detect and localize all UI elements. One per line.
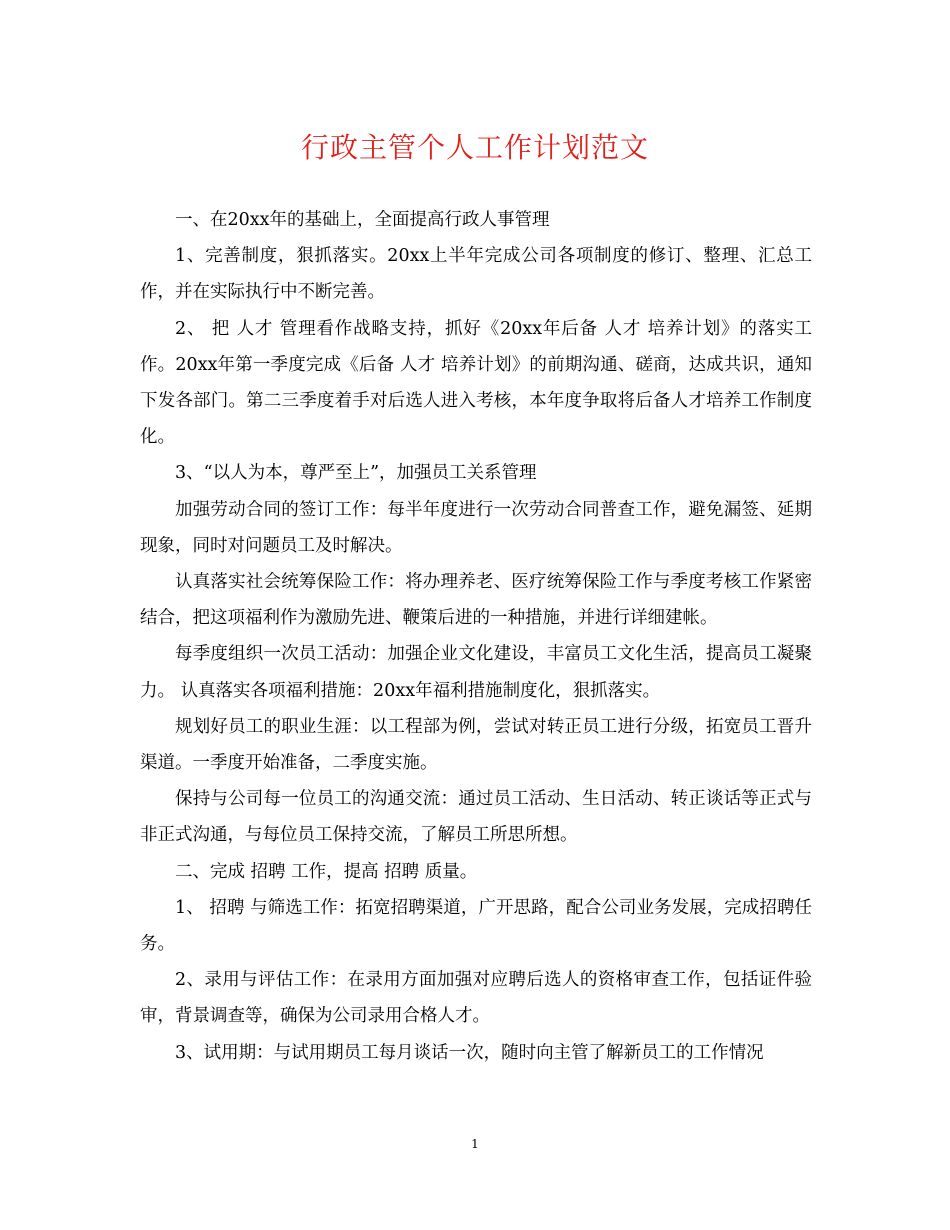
paragraph-recruit-item-3: 3、试用期：与试用期员工每月谈话一次，随时向主管了解新员工的工作情况: [175, 1042, 764, 1063]
paragraph-item-1: 1、完善制度，狠抓落实。20xx上半年完成公司各项制度的修订、整理、汇总工作，并在实际执行中不断完善。: [140, 246, 812, 303]
paragraph-recruit-item-2: 2、录用与评估工作：在录用方面加强对应聘后选人的资格审查工作，包括证件验审，背景调查等，确保为公司录用合格人才。: [140, 970, 812, 1027]
page-number: 1: [471, 1137, 479, 1151]
document-body: [140, 202, 812, 1071]
paragraph-item-2: 2、 把 人才 管理看作战略支持，抓好《20xx年后备 人才 培养计划》的落实工作。20xx年第一季度完成《后备 人才 培养计划》的前期沟通、磋商，达成共识，通知下发各部门。第二三季度着手对后选人进入考核，本年度争取将后备人才培养工作制度化。: [140, 318, 812, 448]
paragraph-section-2-heading: 二、完成 招聘 工作，提高 招聘 质量。: [175, 861, 478, 882]
paragraph-section-1-heading: 一、在20xx年的基础上，全面提高行政人事管理: [175, 210, 550, 230]
paragraph-recruit-item-1: 1、 招聘 与筛选工作：拓宽招聘渠道，广开思路，配合公司业务发展，完成招聘任务。: [140, 897, 812, 955]
paragraph-quarterly-activity: 每季度组织一次员工活动：加强企业文化建设，丰富员工文化生活，提高员工凝聚力。 认真落实各项福利措施：20xx年福利措施制度化，狠抓落实。: [140, 644, 812, 701]
document-title: 行政主管个人工作计划范文: [300, 131, 649, 164]
paragraph-item-3: 3、“以人为本，尊严至上”，加强员工关系管理: [175, 463, 537, 484]
paragraph-labor-contract: 加强劳动合同的签订工作：每半年度进行一次劳动合同普查工作，避免漏签、延期现象，同时对问题员工及时解决。: [140, 499, 812, 556]
paragraph-communication: 保持与公司每一位员工的沟通交流：通过员工活动、生日活动、转正谈话等正式与非正式沟通，与每位员工保持交流，了解员工所思所想。: [140, 789, 812, 846]
paragraph-career-planning: 规划好员工的职业生涯：以工程部为例，尝试对转正员工进行分级，拓宽员工晋升渠道。一季度开始准备，二季度实施。: [140, 716, 812, 774]
paragraph-social-insurance: 认真落实社会统筹保险工作：将办理养老、医疗统筹保险工作与季度考核工作紧密结合，把这项福利作为激励先进、鞭策后进的一种措施，并进行详细建帐。: [140, 572, 812, 629]
